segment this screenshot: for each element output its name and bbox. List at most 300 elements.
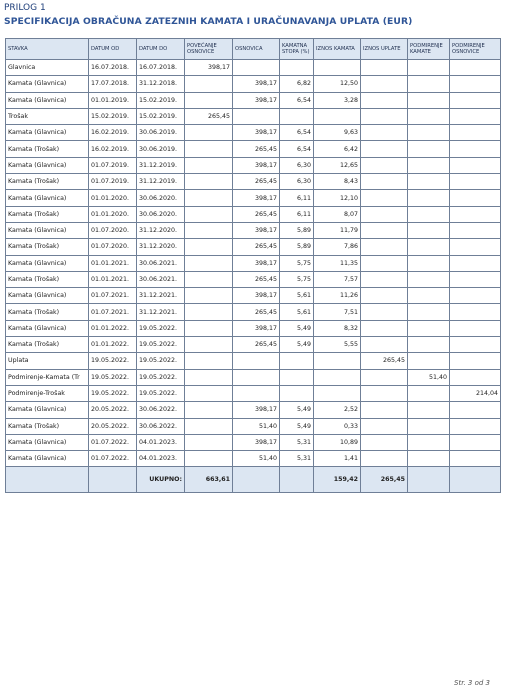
cell-podmirenje-osnovice <box>450 92 501 108</box>
cell-podmirenje-osnovice <box>450 125 501 141</box>
cell-povecanje-osnovice <box>185 157 233 173</box>
table-row <box>6 206 501 222</box>
cell-podmirenje-kamate <box>408 190 450 206</box>
cell-datum-do: 16.07.2018. <box>137 60 185 76</box>
cell-iznos-uplate <box>361 76 408 92</box>
cell-iznos-uplate <box>361 239 408 255</box>
cell-kamatna-stopa: 5,61 <box>280 304 314 320</box>
cell-podmirenje-osnovice <box>450 451 501 467</box>
cell-podmirenje-kamate <box>408 304 450 320</box>
cell-iznos-kamata: 6,42 <box>314 141 361 157</box>
total-label: UKUPNO: <box>137 467 185 493</box>
header-kamatna-stopa: KAMATNA STOPA (%) <box>280 39 314 60</box>
cell-iznos-uplate <box>361 190 408 206</box>
table-row <box>6 60 501 76</box>
cell-datum-od: 01.07.2022. <box>89 434 137 450</box>
cell-kamatna-stopa: 5,75 <box>280 255 314 271</box>
cell-osnovica: 265,45 <box>233 239 280 255</box>
page-number: Str. 3 od 3 <box>454 679 490 687</box>
cell-podmirenje-osnovice <box>450 255 501 271</box>
cell-osnovica: 398,17 <box>233 402 280 418</box>
cell-iznos-uplate <box>361 125 408 141</box>
cell-povecanje-osnovice <box>185 369 233 385</box>
cell-podmirenje-osnovice <box>450 206 501 222</box>
cell-datum-od: 20.05.2022. <box>89 418 137 434</box>
header-iznos-kamata: IZNOS KAMATA <box>314 39 361 60</box>
table-row <box>6 108 501 124</box>
cell-podmirenje-kamate <box>408 76 450 92</box>
cell-povecanje-osnovice <box>185 174 233 190</box>
cell-stavka: Kamata (Glavnica) <box>6 92 89 108</box>
cell-podmirenje-osnovice <box>450 190 501 206</box>
cell-datum-od: 01.07.2021. <box>89 288 137 304</box>
cell-datum-do: 31.12.2020. <box>137 222 185 238</box>
cell-kamatna-stopa: 6,30 <box>280 157 314 173</box>
table-row <box>6 385 501 401</box>
cell-datum-od: 01.07.2021. <box>89 304 137 320</box>
cell-datum-do: 31.12.2020. <box>137 239 185 255</box>
cell-iznos-uplate <box>361 320 408 336</box>
cell-povecanje-osnovice <box>185 255 233 271</box>
cell-stavka: Kamata (Glavnica) <box>6 76 89 92</box>
cell-povecanje-osnovice <box>185 418 233 434</box>
cell-datum-do: 19.05.2022. <box>137 337 185 353</box>
table-row <box>6 402 501 418</box>
cell-podmirenje-osnovice <box>450 337 501 353</box>
cell-osnovica: 398,17 <box>233 434 280 450</box>
cell-kamatna-stopa: 5,89 <box>280 239 314 255</box>
cell-datum-od: 01.01.2021. <box>89 271 137 287</box>
total-cell-empty <box>408 467 450 493</box>
cell-povecanje-osnovice <box>185 190 233 206</box>
cell-iznos-kamata: 11,35 <box>314 255 361 271</box>
cell-datum-do: 30.06.2020. <box>137 206 185 222</box>
document-title: SPECIFIKACIJA OBRAČUNA ZATEZNIH KAMATA I URAČUNAVANJA UPLATA (EUR) <box>4 16 413 27</box>
cell-osnovica: 265,45 <box>233 337 280 353</box>
cell-datum-do: 30.06.2020. <box>137 190 185 206</box>
cell-datum-do: 31.12.2019. <box>137 174 185 190</box>
cell-datum-do: 30.06.2022. <box>137 402 185 418</box>
header-podmirenje-osnovice: PODMIRENJE OSNOVICE <box>450 39 501 60</box>
cell-kamatna-stopa <box>280 108 314 124</box>
cell-iznos-uplate: 265,45 <box>361 353 408 369</box>
cell-podmirenje-osnovice <box>450 239 501 255</box>
cell-osnovica <box>233 60 280 76</box>
cell-podmirenje-osnovice <box>450 174 501 190</box>
cell-iznos-kamata: 1,41 <box>314 451 361 467</box>
cell-osnovica: 398,17 <box>233 92 280 108</box>
cell-kamatna-stopa: 5,75 <box>280 271 314 287</box>
cell-podmirenje-kamate <box>408 288 450 304</box>
cell-osnovica: 398,17 <box>233 190 280 206</box>
cell-kamatna-stopa: 6,30 <box>280 174 314 190</box>
cell-iznos-kamata: 3,28 <box>314 92 361 108</box>
cell-datum-od: 17.07.2018. <box>89 76 137 92</box>
cell-stavka: Kamata (Trošak) <box>6 174 89 190</box>
cell-datum-od: 01.07.2022. <box>89 451 137 467</box>
cell-iznos-kamata <box>314 353 361 369</box>
cell-datum-od: 16.02.2019. <box>89 141 137 157</box>
cell-datum-do: 19.05.2022. <box>137 320 185 336</box>
cell-datum-do: 31.12.2019. <box>137 157 185 173</box>
cell-iznos-kamata: 0,33 <box>314 418 361 434</box>
table-row <box>6 304 501 320</box>
cell-datum-od: 20.05.2022. <box>89 402 137 418</box>
cell-stavka: Kamata (Trošak) <box>6 271 89 287</box>
cell-kamatna-stopa: 5,49 <box>280 418 314 434</box>
cell-podmirenje-kamate <box>408 451 450 467</box>
header-osnovica: OSNOVICA <box>233 39 280 60</box>
cell-podmirenje-kamate <box>408 92 450 108</box>
cell-iznos-uplate <box>361 222 408 238</box>
cell-iznos-uplate <box>361 369 408 385</box>
cell-iznos-kamata: 11,26 <box>314 288 361 304</box>
cell-iznos-kamata <box>314 108 361 124</box>
cell-kamatna-stopa: 5,49 <box>280 402 314 418</box>
cell-iznos-uplate <box>361 206 408 222</box>
table-row <box>6 190 501 206</box>
cell-podmirenje-osnovice <box>450 108 501 124</box>
cell-podmirenje-kamate <box>408 60 450 76</box>
cell-iznos-kamata: 12,10 <box>314 190 361 206</box>
cell-povecanje-osnovice <box>185 337 233 353</box>
cell-iznos-uplate <box>361 402 408 418</box>
header-povecanje-osnovice: POVEĆANJE OSNOVICE <box>185 39 233 60</box>
cell-povecanje-osnovice <box>185 434 233 450</box>
cell-podmirenje-kamate <box>408 206 450 222</box>
cell-podmirenje-osnovice <box>450 320 501 336</box>
cell-podmirenje-osnovice <box>450 353 501 369</box>
cell-povecanje-osnovice <box>185 451 233 467</box>
cell-povecanje-osnovice <box>185 222 233 238</box>
table-row <box>6 239 501 255</box>
cell-iznos-kamata: 7,57 <box>314 271 361 287</box>
cell-stavka: Trošak <box>6 108 89 124</box>
table-row <box>6 92 501 108</box>
cell-iznos-uplate <box>361 174 408 190</box>
cell-iznos-uplate <box>361 271 408 287</box>
cell-kamatna-stopa: 5,61 <box>280 288 314 304</box>
table-row <box>6 288 501 304</box>
cell-datum-do: 31.12.2021. <box>137 304 185 320</box>
interest-specification-table <box>5 38 501 493</box>
cell-kamatna-stopa <box>280 353 314 369</box>
total-row <box>6 467 501 493</box>
cell-kamatna-stopa: 6,54 <box>280 125 314 141</box>
cell-stavka: Kamata (Glavnica) <box>6 255 89 271</box>
cell-kamatna-stopa: 5,49 <box>280 337 314 353</box>
cell-podmirenje-kamate <box>408 239 450 255</box>
cell-datum-do: 30.06.2022. <box>137 418 185 434</box>
cell-datum-do: 19.05.2022. <box>137 385 185 401</box>
cell-podmirenje-kamate <box>408 108 450 124</box>
cell-stavka: Kamata (Glavnica) <box>6 320 89 336</box>
cell-osnovica: 398,17 <box>233 288 280 304</box>
cell-stavka: Kamata (Glavnica) <box>6 190 89 206</box>
cell-datum-do: 04.01.2023. <box>137 434 185 450</box>
total-povecanje-osnovice: 663,61 <box>185 467 233 493</box>
cell-iznos-uplate <box>361 157 408 173</box>
total-iznos-uplate: 265,45 <box>361 467 408 493</box>
cell-kamatna-stopa: 5,31 <box>280 434 314 450</box>
cell-datum-do: 30.06.2021. <box>137 255 185 271</box>
cell-iznos-kamata: 8,32 <box>314 320 361 336</box>
cell-iznos-kamata: 7,51 <box>314 304 361 320</box>
cell-iznos-uplate <box>361 60 408 76</box>
cell-datum-do: 15.02.2019. <box>137 108 185 124</box>
total-cell-empty <box>233 467 280 493</box>
cell-povecanje-osnovice <box>185 206 233 222</box>
cell-podmirenje-kamate <box>408 320 450 336</box>
cell-kamatna-stopa <box>280 60 314 76</box>
header-iznos-uplate: IZNOS UPLATE <box>361 39 408 60</box>
cell-stavka: Kamata (Glavnica) <box>6 434 89 450</box>
cell-osnovica: 265,45 <box>233 174 280 190</box>
cell-stavka: Kamata (Trošak) <box>6 418 89 434</box>
cell-podmirenje-kamate <box>408 402 450 418</box>
table-row <box>6 353 501 369</box>
cell-podmirenje-osnovice: 214,04 <box>450 385 501 401</box>
cell-povecanje-osnovice <box>185 320 233 336</box>
cell-iznos-kamata <box>314 385 361 401</box>
cell-podmirenje-osnovice <box>450 60 501 76</box>
cell-podmirenje-kamate <box>408 434 450 450</box>
cell-iznos-uplate <box>361 92 408 108</box>
cell-datum-od: 01.01.2020. <box>89 190 137 206</box>
cell-iznos-kamata: 12,65 <box>314 157 361 173</box>
cell-podmirenje-kamate <box>408 157 450 173</box>
cell-kamatna-stopa: 5,31 <box>280 451 314 467</box>
cell-osnovica: 398,17 <box>233 76 280 92</box>
cell-podmirenje-kamate: 51,40 <box>408 369 450 385</box>
header-datum-do: DATUM DO <box>137 39 185 60</box>
table-row <box>6 337 501 353</box>
total-iznos-kamata: 159,42 <box>314 467 361 493</box>
cell-stavka: Podmirenje-Trošak <box>6 385 89 401</box>
cell-datum-od: 01.01.2020. <box>89 206 137 222</box>
cell-osnovica <box>233 353 280 369</box>
cell-iznos-uplate <box>361 385 408 401</box>
cell-podmirenje-osnovice <box>450 222 501 238</box>
cell-kamatna-stopa: 5,49 <box>280 320 314 336</box>
cell-podmirenje-osnovice <box>450 434 501 450</box>
cell-iznos-uplate <box>361 337 408 353</box>
table-row <box>6 369 501 385</box>
cell-datum-do: 30.06.2021. <box>137 271 185 287</box>
cell-datum-od: 01.07.2019. <box>89 157 137 173</box>
cell-iznos-kamata: 8,07 <box>314 206 361 222</box>
cell-osnovica: 398,17 <box>233 222 280 238</box>
cell-podmirenje-osnovice <box>450 288 501 304</box>
cell-iznos-uplate <box>361 141 408 157</box>
cell-datum-od: 19.05.2022. <box>89 353 137 369</box>
cell-povecanje-osnovice <box>185 76 233 92</box>
table-row <box>6 434 501 450</box>
cell-iznos-kamata: 2,52 <box>314 402 361 418</box>
cell-datum-do: 31.12.2021. <box>137 288 185 304</box>
cell-povecanje-osnovice <box>185 125 233 141</box>
table-row <box>6 157 501 173</box>
cell-stavka: Kamata (Trošak) <box>6 206 89 222</box>
cell-osnovica: 265,45 <box>233 271 280 287</box>
cell-iznos-kamata: 10,89 <box>314 434 361 450</box>
cell-kamatna-stopa: 6,82 <box>280 76 314 92</box>
table-row <box>6 76 501 92</box>
cell-iznos-kamata: 12,50 <box>314 76 361 92</box>
table-row <box>6 451 501 467</box>
cell-stavka: Kamata (Glavnica) <box>6 157 89 173</box>
cell-iznos-uplate <box>361 451 408 467</box>
cell-osnovica: 265,45 <box>233 141 280 157</box>
cell-povecanje-osnovice <box>185 271 233 287</box>
cell-povecanje-osnovice <box>185 304 233 320</box>
cell-datum-od: 01.07.2019. <box>89 174 137 190</box>
cell-datum-do: 04.01.2023. <box>137 451 185 467</box>
cell-stavka: Uplata <box>6 353 89 369</box>
header-podmirenje-kamate: PODMIRENJE KAMATE <box>408 39 450 60</box>
cell-datum-od: 01.07.2020. <box>89 222 137 238</box>
cell-podmirenje-osnovice <box>450 76 501 92</box>
cell-datum-od: 19.05.2022. <box>89 369 137 385</box>
cell-iznos-uplate <box>361 418 408 434</box>
cell-iznos-uplate <box>361 304 408 320</box>
cell-podmirenje-kamate <box>408 337 450 353</box>
cell-datum-od: 01.01.2022. <box>89 337 137 353</box>
cell-stavka: Kamata (Trošak) <box>6 304 89 320</box>
cell-iznos-kamata: 9,63 <box>314 125 361 141</box>
cell-datum-do: 30.06.2019. <box>137 125 185 141</box>
cell-podmirenje-kamate <box>408 255 450 271</box>
cell-stavka: Kamata (Glavnica) <box>6 125 89 141</box>
cell-podmirenje-kamate <box>408 222 450 238</box>
cell-stavka: Kamata (Trošak) <box>6 239 89 255</box>
cell-iznos-uplate <box>361 434 408 450</box>
cell-podmirenje-osnovice <box>450 402 501 418</box>
cell-datum-od: 16.07.2018. <box>89 60 137 76</box>
total-cell-empty <box>280 467 314 493</box>
cell-povecanje-osnovice: 265,45 <box>185 108 233 124</box>
cell-iznos-kamata: 11,79 <box>314 222 361 238</box>
cell-stavka: Kamata (Glavnica) <box>6 222 89 238</box>
cell-iznos-uplate <box>361 255 408 271</box>
cell-podmirenje-osnovice <box>450 369 501 385</box>
cell-osnovica: 398,17 <box>233 157 280 173</box>
cell-kamatna-stopa: 6,11 <box>280 206 314 222</box>
cell-iznos-kamata <box>314 369 361 385</box>
cell-osnovica: 398,17 <box>233 320 280 336</box>
cell-kamatna-stopa: 5,89 <box>280 222 314 238</box>
cell-povecanje-osnovice <box>185 141 233 157</box>
cell-podmirenje-kamate <box>408 125 450 141</box>
cell-datum-od: 01.01.2019. <box>89 92 137 108</box>
cell-datum-do: 19.05.2022. <box>137 353 185 369</box>
cell-datum-od: 01.01.2021. <box>89 255 137 271</box>
cell-datum-do: 31.12.2018. <box>137 76 185 92</box>
header-datum-od: DATUM OD <box>89 39 137 60</box>
cell-osnovica: 398,17 <box>233 125 280 141</box>
cell-podmirenje-osnovice <box>450 418 501 434</box>
cell-kamatna-stopa: 6,54 <box>280 141 314 157</box>
cell-povecanje-osnovice <box>185 92 233 108</box>
cell-osnovica: 51,40 <box>233 418 280 434</box>
cell-stavka: Kamata (Glavnica) <box>6 402 89 418</box>
table-row <box>6 271 501 287</box>
total-cell-empty <box>6 467 89 493</box>
table-row <box>6 141 501 157</box>
cell-stavka: Glavnica <box>6 60 89 76</box>
cell-iznos-kamata <box>314 60 361 76</box>
table-row <box>6 125 501 141</box>
cell-podmirenje-osnovice <box>450 157 501 173</box>
table-row <box>6 174 501 190</box>
cell-povecanje-osnovice <box>185 239 233 255</box>
cell-podmirenje-kamate <box>408 353 450 369</box>
total-cell-empty <box>89 467 137 493</box>
cell-iznos-uplate <box>361 108 408 124</box>
total-cell-empty <box>450 467 501 493</box>
cell-osnovica <box>233 369 280 385</box>
cell-datum-do: 30.06.2019. <box>137 141 185 157</box>
cell-iznos-uplate <box>361 288 408 304</box>
cell-povecanje-osnovice <box>185 402 233 418</box>
cell-podmirenje-osnovice <box>450 141 501 157</box>
cell-stavka: Podmirenje-Kamata (Tr <box>6 369 89 385</box>
cell-osnovica: 398,17 <box>233 255 280 271</box>
cell-podmirenje-kamate <box>408 141 450 157</box>
cell-datum-od: 01.01.2022. <box>89 320 137 336</box>
cell-stavka: Kamata (Trošak) <box>6 337 89 353</box>
cell-povecanje-osnovice <box>185 288 233 304</box>
cell-kamatna-stopa <box>280 385 314 401</box>
cell-iznos-kamata: 7,86 <box>314 239 361 255</box>
cell-stavka: Kamata (Glavnica) <box>6 288 89 304</box>
cell-povecanje-osnovice <box>185 353 233 369</box>
table-row <box>6 418 501 434</box>
cell-osnovica <box>233 385 280 401</box>
cell-osnovica: 265,45 <box>233 206 280 222</box>
header-stavka: STAVKA <box>6 39 89 60</box>
table-header-row <box>6 39 501 60</box>
cell-kamatna-stopa: 6,11 <box>280 190 314 206</box>
attachment-label: PRILOG 1 <box>4 3 46 13</box>
cell-stavka: Kamata (Glavnica) <box>6 451 89 467</box>
cell-datum-od: 19.05.2022. <box>89 385 137 401</box>
table-row <box>6 320 501 336</box>
cell-podmirenje-osnovice <box>450 271 501 287</box>
cell-iznos-kamata: 8,43 <box>314 174 361 190</box>
cell-datum-do: 19.05.2022. <box>137 369 185 385</box>
cell-podmirenje-osnovice <box>450 304 501 320</box>
cell-iznos-kamata: 5,55 <box>314 337 361 353</box>
table-row <box>6 255 501 271</box>
cell-stavka: Kamata (Trošak) <box>6 141 89 157</box>
cell-kamatna-stopa <box>280 369 314 385</box>
cell-osnovica: 51,40 <box>233 451 280 467</box>
cell-datum-od: 15.02.2019. <box>89 108 137 124</box>
table-row <box>6 222 501 238</box>
cell-datum-do: 15.02.2019. <box>137 92 185 108</box>
cell-kamatna-stopa: 6,54 <box>280 92 314 108</box>
cell-osnovica: 265,45 <box>233 304 280 320</box>
cell-podmirenje-kamate <box>408 418 450 434</box>
cell-datum-od: 01.07.2020. <box>89 239 137 255</box>
cell-podmirenje-kamate <box>408 174 450 190</box>
cell-datum-od: 16.02.2019. <box>89 125 137 141</box>
cell-podmirenje-kamate <box>408 385 450 401</box>
cell-povecanje-osnovice <box>185 385 233 401</box>
cell-podmirenje-kamate <box>408 271 450 287</box>
cell-povecanje-osnovice: 398,17 <box>185 60 233 76</box>
